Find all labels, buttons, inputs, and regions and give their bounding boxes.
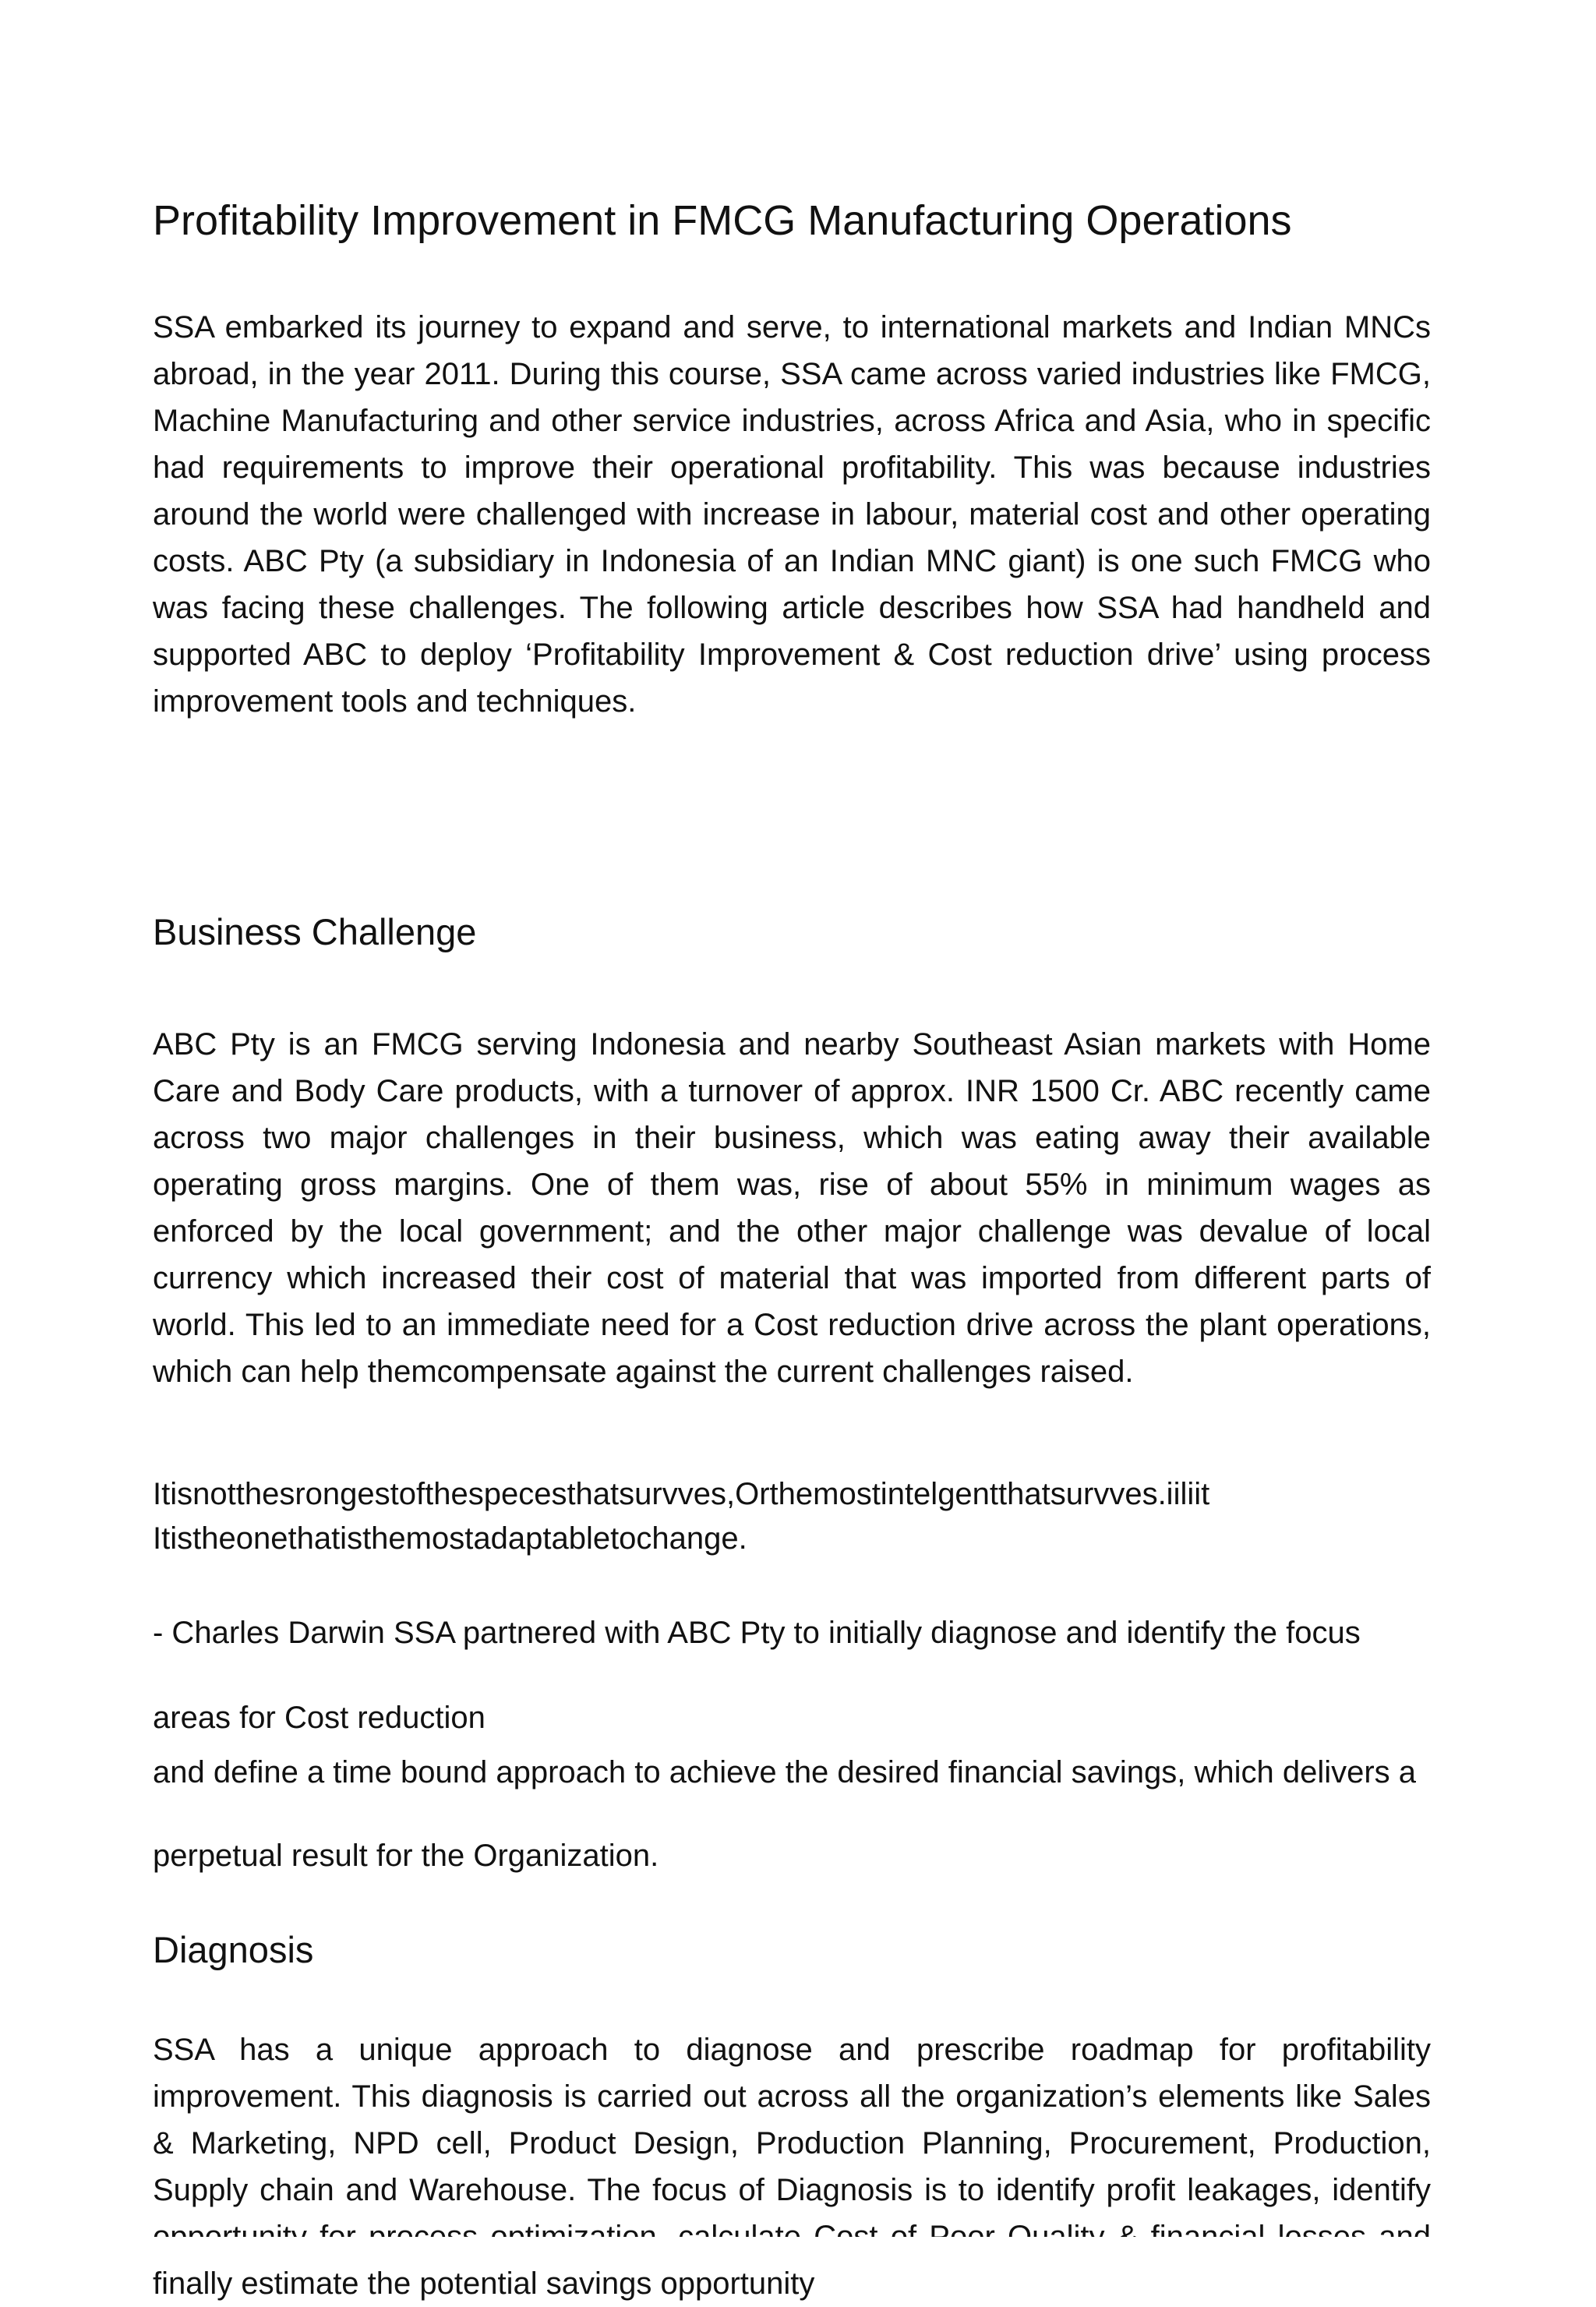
business-challenge-heading: Business Challenge	[153, 911, 477, 952]
continuation-line-1: areas for Cost reduction	[153, 1701, 486, 1735]
diagnosis-paragraph: SSA has a unique approach to diagnose and prescribe roadmap for profitability improvement. This diagnosis is carried out across all the organization’s elements like Sales & Marketing, NPD cell, Product Design, Production Planning, Procurement, Production, Supply chain and Warehouse. The focus of Diagnosis is to identify profit leakages, identify finally estimate the potential savings opportunity	[153, 2033, 1431, 2301]
quote-line-1: Itisnotthesrongestofthespecesthatsurvves,Orthemostintelgentthatsurvves.iiliit	[153, 1477, 1210, 1511]
continuation-line-3: perpetual result for the Organization.	[153, 1839, 659, 1873]
page-title: Profitability Improvement in FMCG Manufacturing Operations	[153, 197, 1292, 244]
intro-paragraph: SSA embarked its journey to expand and serve, to international markets and Indian MNCs abroad, in the year 2011. During this course, SSA came across varied industries like FMCG, Machine Manufacturing and other service industries, across Africa and Asia, who in specific had requirements to improve their operational profitability. This was because industries around the world were challenged with increase in labour, material cost and other operating costs. ABC Pty (a subsidiary in Indonesia of an Indian MNC giant) is one such FMCG who was facing these challenges. The following article describes how SSA had handheld and supported ABC to deploy ‘Profitability Improvement & Cost reduction drive’ using process improvement tools and techniques.	[153, 310, 1431, 719]
page-bottom-edge	[0, 2237, 1596, 2259]
business-challenge-paragraph: ABC Pty is an FMCG serving Indonesia and nearby Southeast Asian markets with Home Care and Body Care products, with a turnover of approx. INR 1500 Cr. ABC recently came across two major challenges in their business, which was eating away their available operating gross margins. One of them was, rise of about 55% in minimum wages as enforced by the local government; and the other major challenge was devalue of local currency which increased their cost of material that was imported from different parts of world. This led to an immediate need for a Cost reduction drive across the plant operations, which can help themcompensate against the current challenges raised.	[153, 1027, 1431, 1389]
attribution-line: - Charles Darwin SSA partnered with ABC Pty to initially diagnose and identify the focus	[153, 1616, 1361, 1650]
diagnosis-heading: Diagnosis	[153, 1929, 314, 1970]
continuation-line-2: and define a time bound approach to achieve the desired financial savings, which delivers a	[153, 1755, 1417, 1789]
quote-line-2: Itistheonethatisthemostadaptabletochange.	[153, 1521, 747, 1556]
